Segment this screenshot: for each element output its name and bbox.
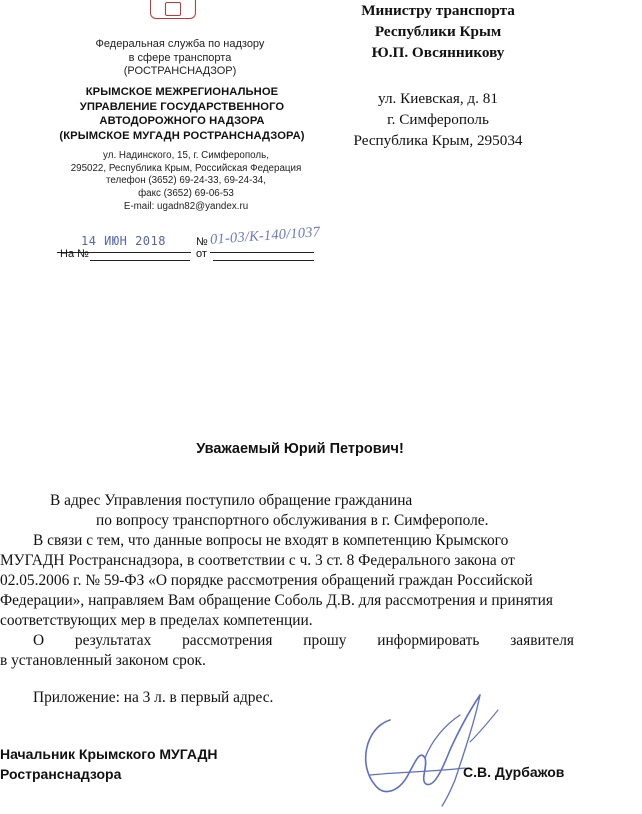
recipient-address — [338, 88, 538, 151]
handwritten-signature — [330, 680, 520, 810]
recipient-position: Министру транспорта — [361, 2, 515, 19]
outgoing-number-label: № — [196, 236, 208, 248]
paragraph-1-line2: по вопросу транспортного обслуживания в г. Симферополе. — [96, 512, 489, 529]
outgoing-number-handwritten: 01-03/К-140/1037 — [209, 224, 321, 248]
signatory-position-line2: Ространснадзора — [0, 766, 122, 782]
agency-short-name: (РОСТРАНСНАДЗОР) — [123, 65, 237, 77]
recipient-region-zip: Республика Крым, 295034 — [353, 132, 523, 149]
agency-name-line1: Федеральная служба по надзору — [95, 38, 265, 50]
attachment-note: Приложение: на 3 л. в первый адрес. — [33, 689, 274, 706]
paragraph-2-line5: соответствующих мер в пределах компетенции. — [0, 612, 313, 629]
signatory-position-line1: Начальник Крымского МУГАДН — [0, 746, 218, 762]
paragraph-2-line3: 02.05.2006 г. № 59-ФЗ «О порядке рассмотрения обращений граждан Российской — [0, 572, 533, 589]
paragraph-3-line1: О результатах рассмотрения прошу информировать заявителя — [33, 632, 575, 649]
address-line2: 295022, Республика Крым, Российская Федерация — [70, 162, 302, 174]
paragraph-3-line2: в установленный законом срок. — [0, 652, 206, 669]
department-name — [48, 85, 316, 143]
recipient-street: ул. Киевская, д. 81 — [378, 90, 498, 107]
signatory-position — [0, 744, 218, 784]
salutation: Уважаемый Юрий Петрович! — [196, 441, 404, 457]
address-line1: ул. Надинского, 15, г. Симферополь, — [103, 150, 269, 161]
department-name-line4: (КРЫМСКОЕ МУГАДН РОСТРАНСНАДЗОРА) — [59, 129, 305, 142]
state-emblem-icon — [150, 0, 196, 19]
department-name-line1: КРЫМСКОЕ МЕЖРЕГИОНАЛЬНОЕ — [85, 86, 279, 98]
letterhead — [60, 38, 300, 79]
department-name-line3: АВТОДОРОЖНОГО НАДЗОРА — [99, 115, 265, 127]
email-line: E-mail: ugadn82@yandex.ru — [123, 200, 249, 212]
department-name-line2: УПРАВЛЕНИЕ ГОСУДАРСТВЕННОГО — [79, 100, 285, 113]
incoming-from-label: от — [196, 248, 207, 260]
recipient-name: Ю.П. Овсянникову — [371, 44, 505, 61]
signatory-name: С.В. Дурбажов — [463, 764, 565, 780]
phone-line: телефон (3652) 69-24-33, 69-24-34, — [106, 175, 266, 187]
outgoing-date-stamp: 14 ИЮН 2018 — [81, 234, 166, 248]
department-address — [55, 150, 317, 214]
recipient-block — [338, 0, 538, 63]
paragraph-2-line1: В связи с тем, что данные вопросы не входят в компетенцию Крымского — [33, 532, 509, 549]
agency-name-line2: в сфере транспорта — [128, 51, 232, 64]
incoming-date-field — [213, 248, 314, 261]
paragraph-2-line4: Федерации», направляем Вам обращение Соболь Д.В. для рассмотрения и принятия — [0, 592, 553, 609]
incoming-number-label: На № — [60, 248, 89, 260]
paragraph-2-line2: МУГАДН Ространснадзора, в соответствии с ч. 3 ст. 8 Федерального закона от — [0, 552, 515, 569]
fax-line: факс (3652) 69-06-53 — [138, 188, 234, 200]
paragraph-1-line1: В адрес Управления поступило обращение гражданина — [50, 492, 413, 509]
recipient-region: Республики Крым — [374, 23, 502, 40]
incoming-number-field — [90, 248, 190, 261]
recipient-city: г. Симферополь — [387, 111, 489, 128]
